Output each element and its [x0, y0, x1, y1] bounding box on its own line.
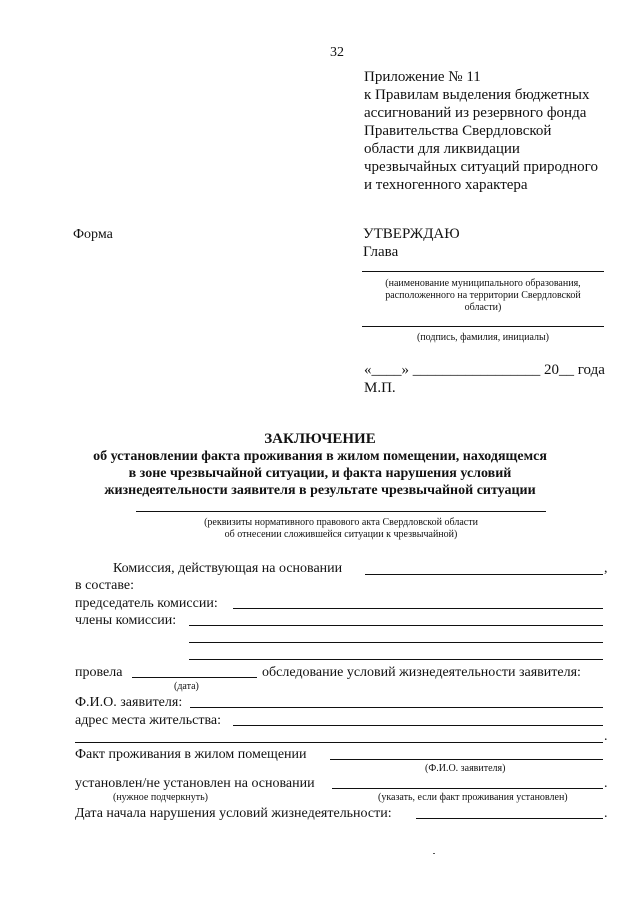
appendix-line: и техногенного характера	[364, 177, 528, 193]
page-number: 32	[330, 45, 344, 60]
appendix-line: области для ликвидации	[364, 141, 520, 157]
date-caption: (дата)	[174, 681, 199, 692]
subtitle-line: в зоне чрезвычайной ситуации, и факта нарушения условий	[128, 466, 512, 481]
subtitle-line: жизнедеятельности заявителя в результате чрезвычайной ситуации	[104, 483, 536, 498]
address-field[interactable]	[75, 742, 603, 743]
appendix-line: ассигнований из резервного фонда	[364, 105, 587, 121]
form-label: Форма	[73, 227, 113, 242]
period-mark: .	[604, 806, 608, 821]
appendix-line: чрезвычайных ситуаций природного	[364, 159, 598, 175]
underline-caption: (нужное подчеркнуть)	[113, 792, 208, 803]
commission-basis-field[interactable]	[365, 574, 603, 575]
commission-basis-label: Комиссия, действующая на основании	[113, 561, 343, 576]
appendix-line: Правительства Свердловской	[364, 123, 552, 139]
established-basis-field[interactable]	[332, 788, 603, 789]
chairman-field[interactable]	[233, 608, 603, 609]
applicant-caption: (Ф.И.О. заявителя)	[425, 763, 506, 774]
residence-applicant-field[interactable]	[330, 759, 603, 760]
municipality-caption: (наименование муниципального образования, расположенного на территории Свердловской области)	[385, 278, 581, 313]
violation-start-field[interactable]	[416, 818, 603, 819]
applicant-name-label: Ф.И.О. заявителя:	[75, 695, 183, 710]
specify-caption: (указать, если факт проживания установлен)	[378, 792, 568, 803]
applicant-name-field[interactable]	[190, 707, 603, 708]
signature-line[interactable]	[362, 326, 604, 327]
requisites-caption: (реквизиты нормативного правового акта Свердловской области об отнесении сложившейся ситуации к чрезвычайной)	[204, 517, 478, 540]
appendix-line: Приложение № 11	[364, 69, 481, 85]
conducted-label: провела	[75, 665, 123, 680]
requisites-line[interactable]	[136, 511, 546, 512]
scan-speck	[433, 853, 435, 854]
survey-date-field[interactable]	[132, 677, 257, 678]
appendix-block	[364, 68, 598, 194]
composition-label: в составе:	[75, 578, 135, 593]
established-basis-label: установлен/не установлен на основании	[75, 776, 315, 791]
approve-head: Глава	[363, 244, 399, 260]
members-field[interactable]	[189, 625, 603, 626]
members-field[interactable]	[189, 642, 603, 643]
subtitle-line: об установлении факта проживания в жилом помещении, находящемся	[93, 449, 547, 464]
address-label: адрес места жительства:	[75, 713, 221, 728]
chairman-label: председатель комиссии:	[75, 596, 218, 611]
address-field[interactable]	[233, 725, 603, 726]
members-field[interactable]	[189, 659, 603, 660]
appendix-line: к Правилам выделения бюджетных	[364, 87, 590, 103]
approve-date-line[interactable]: «____» _________________ 20__ года	[364, 362, 605, 378]
violation-start-label: Дата начала нарушения условий жизнедеятельности:	[75, 806, 392, 821]
document-heading: ЗАКЛЮЧЕНИЕ	[264, 431, 376, 447]
comma-mark: ,	[604, 561, 608, 576]
stamp-label: М.П.	[364, 380, 396, 396]
residence-fact-label: Факт проживания в жилом помещении	[75, 747, 307, 762]
members-label: члены комиссии:	[75, 613, 177, 628]
approve-title: УТВЕРЖДАЮ	[363, 226, 460, 242]
period-mark: .	[604, 729, 608, 744]
survey-label: обследование условий жизнедеятельности заявителя:	[262, 665, 581, 680]
municipality-line[interactable]	[362, 271, 604, 272]
document-subtitle	[0, 448, 640, 499]
period-mark: .	[604, 776, 608, 791]
signature-caption: (подпись, фамилия, инициалы)	[416, 332, 550, 343]
